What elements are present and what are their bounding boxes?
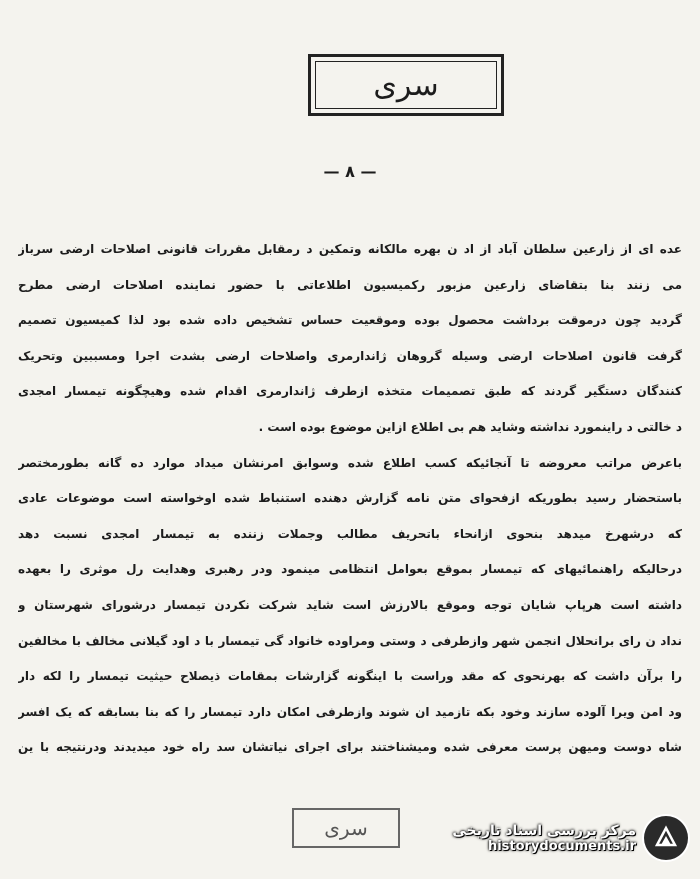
classification-label: سری [324, 816, 368, 840]
watermark [420, 808, 688, 868]
text-line: باستحضار رسید بطوریکه ازفحوای متن نامه گزارش دهنده استنباط شده اوخواسته است موضوعات عادی [18, 491, 682, 506]
text-line: می زنند بنا بتقاضای زارعین مزبور رکمیسیون اطلاعاتی با حضور نماینده اصلاحات ارضی مطرح [18, 277, 682, 292]
text-line: گرفت قانون اصلاحات ارضی وسیله گروهان ژاندارمری واصلاحات ارضی بشدت اجرا ومسببین وتحریک [18, 348, 682, 363]
text-line: کنندگان دستگیر گردند که طبق تصمیمات متخذه ازطرف ژاندارمری اقدام شده وهیچگونه تیمسار امجدی [18, 384, 682, 399]
classification-stamp-top [308, 54, 504, 116]
text-line: نداد ن رای برانحلال انجمن شهر وازطرفی د وستی ومراوده خانواد گی تیمسار با د اود گیلانی مخالف با مخالفین [18, 633, 682, 648]
watermark-url: historydocuments.ir [487, 838, 636, 854]
text-line: د خالتی د راینمورد نداشته وشاید هم بی اطلاع ازاین موضوع بوده است . [258, 419, 682, 434]
page-number: — ۸ — [323, 162, 377, 181]
text-line: داشته است هرپاپ شایان توجه وموقع بالارزش است شاید شرکت نکردن تیمسار درشورای شهرستان و [18, 597, 682, 612]
classification-label: سری [373, 67, 439, 103]
document-body [18, 232, 682, 766]
classification-stamp-bottom [292, 808, 400, 848]
text-line: را برآن داشت که بهرنحوی که مقد وراست با اینگونه گزارشات بمقامات ذیصلاح حیثیت تیمسار را لکه دار [18, 669, 682, 684]
archive-logo-icon [644, 816, 688, 860]
text-line: ود امن ویرا آلوده سازند وخود بکه تازمید ان شوند وازطرفی امکان دارد تیمسار را که بنا بسابقه که یک افسر [18, 704, 682, 719]
text-line: عده ای از زارعین سلطان آباد از اد ن بهره مالکانه وتمکین د رمقابل مقررات قانونی اصلاحات ارضی سرباز [18, 242, 682, 256]
text-line: که درشهرخ میدهد بنحوی ازانحاء باتحریف مطالب وجملات زننده به تیمسار امجدی نسبت دهد [18, 526, 682, 541]
text-line: باعرض مراتب معروضه تا آنجائیکه کسب اطلاع شده وسوابق امرنشان میداد موارد ده گانه بطورمختصر [18, 455, 682, 470]
watermark-title: مرکز بررسی اسناد تاریخی [452, 822, 636, 839]
watermark-text [452, 823, 636, 854]
text-line: گردید چون درموقت برداشت محصول بوده وموقعیت حساس تشخیص داده شده بود لذا کمیسیون تصمیم [18, 313, 682, 328]
text-line: شاه دوست ومیهن پرست معرفی شده ومیشناختند برای اجرای نیاتشان سد راه خود میدیدند ودرنتیجه با ین [18, 740, 682, 755]
text-line: درحالیکه راهنمائیهای که تیمسار بموقع بعوامل انتظامی مینمود ودر رهبری وهدایت رل موثری را بعهده [18, 562, 682, 577]
